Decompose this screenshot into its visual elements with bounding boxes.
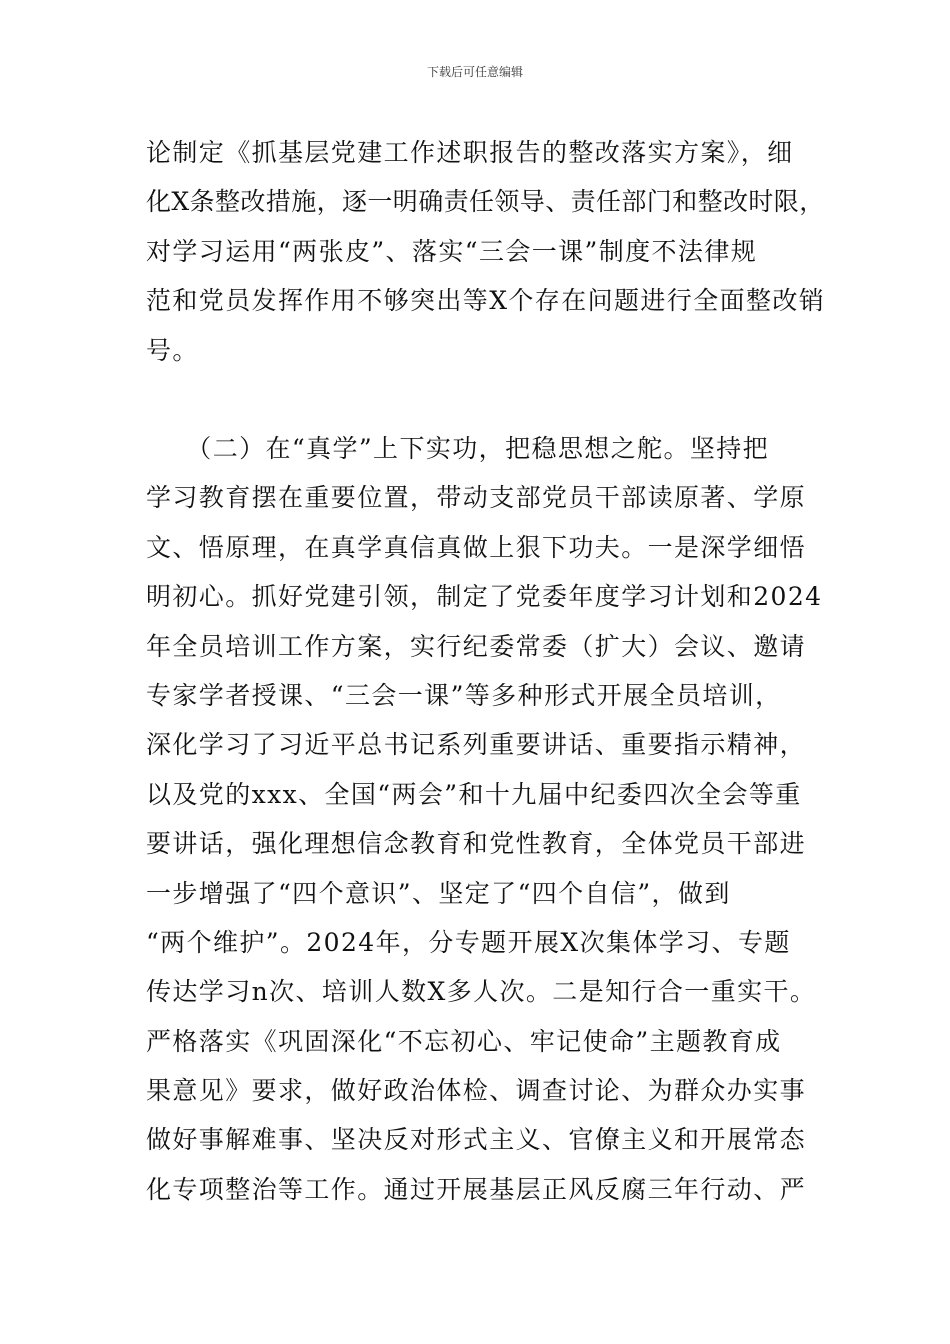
text-line: 化专项整治等工作。通过开展基层正风反腐三年行动、严 (146, 1174, 807, 1204)
text-line: 传达学习n次、培训人数X多人次。二是知行合一重实干。 (146, 977, 817, 1007)
text-line: 对学习运用“两张皮”、落实“三会一课”制度不法律规 (146, 236, 758, 266)
page-header: 下载后可任意编辑 (426, 65, 523, 79)
text-line: 号。 (146, 335, 199, 365)
text-line: 范和党员发挥作用不够突出等X个存在问题进行全面整改销 (146, 286, 826, 316)
paragraph-rectification-plan (146, 128, 826, 375)
text-line: 深化学习了习近平总书记系列重要讲话、重要指示精神， (146, 730, 807, 760)
text-line: 专家学者授课、“三会一课”等多种形式开展全员培训， (146, 680, 782, 710)
text-line: 学习教育摆在重要位置，带动支部党员干部读原著、学原 (146, 483, 807, 513)
text-line: （二）在“真学”上下实功，把稳思想之舵。坚持把 (146, 434, 770, 463)
text-line: “两个维护”。2024年，分专题开展X次集体学习、专题 (146, 927, 791, 957)
text-line: 以及党的xxx、全国“两会”和十九届中纪委四次全会等重 (146, 779, 802, 809)
text-line: 一步增强了“四个意识”、坚定了“四个自信”，做到 (146, 878, 731, 908)
text-line: 化X条整改措施，逐一明确责任领导、责任部门和整改时限， (146, 187, 825, 217)
text-line: 严格落实《巩固深化“不忘初心、牢记使命”主题教育成 (146, 1026, 782, 1056)
text-line: 果意见》要求，做好政治体检、调查讨论、为群众办实事 (146, 1076, 807, 1106)
text-line: 要讲话，强化理想信念教育和党性教育，全体党员干部进 (146, 829, 807, 859)
text-line: 文、悟原理，在真学真信真做上狠下功夫。一是深学细悟 (146, 532, 807, 562)
text-line: 明初心。抓好党建引领，制定了党委年度学习计划和2024 (146, 582, 823, 612)
text-line: 论制定《抓基层党建工作述职报告的整改落实方案》，细 (146, 138, 794, 167)
text-line: 做好事解难事、坚决反对形式主义、官僚主义和开展常态 (146, 1125, 807, 1155)
paragraph-true-study (146, 424, 826, 1214)
text-line: 年全员培训工作方案，实行纪委常委（扩大）会议、邀请 (146, 631, 807, 661)
